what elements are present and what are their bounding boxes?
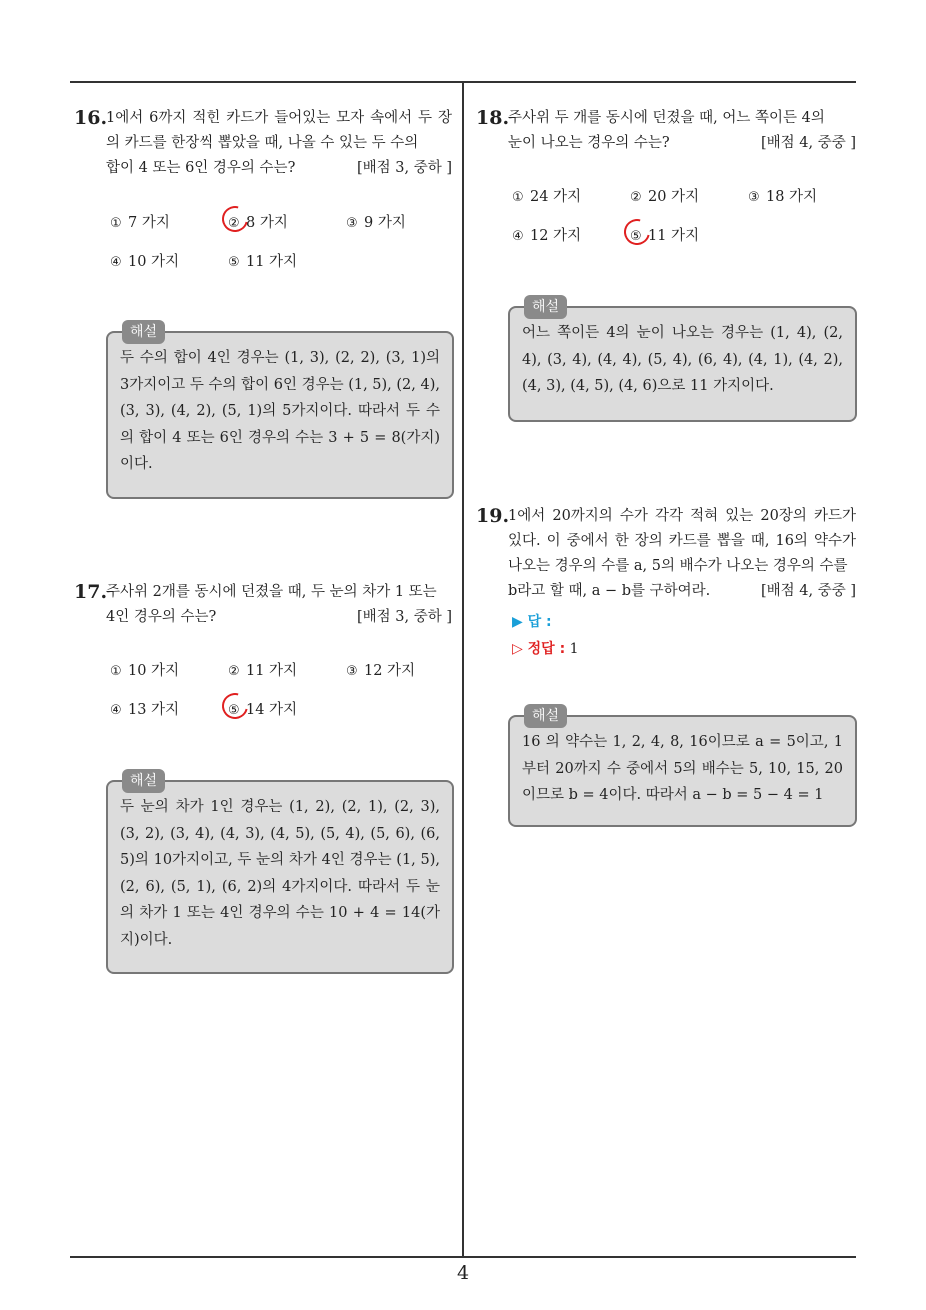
question-19 (476, 504, 856, 604)
answer-prompt: ▶ 답 : (512, 614, 552, 630)
explanation-box-18 (508, 299, 857, 422)
choice-5[interactable]: ⑤ 11 가지 (228, 254, 298, 270)
question-text-last: 4인 경우의 수는? (106, 609, 217, 625)
question-number: 16. (74, 107, 108, 129)
score-label: [배점 4, 중중 ] (760, 135, 856, 151)
choice-4[interactable]: ④ 10 가지 (110, 254, 180, 270)
explanation-box-16 (106, 324, 454, 499)
explanation-text: 어느 쪽이든 4의 눈이 나오는 경우는 (1, 4), (2, 4), (3, 4), (4, 4), (5, 4), (6, 4), (4, 1), (4, 2), (4, 3), (4, 5), (4, 6)으로 11 가지이다. (522, 325, 843, 394)
choice-2[interactable]: ② 8 가지 (228, 211, 346, 232)
explanation-label: 해설 (524, 704, 567, 728)
question-text-last: 눈이 나오는 경우의 수는? (508, 135, 670, 151)
choice-2[interactable]: ② 20 가지 (630, 189, 700, 205)
question-text: 주사위 2개를 동시에 던졌을 때, 두 눈의 차가 1 또는 (106, 584, 437, 600)
question-number: 17. (74, 581, 108, 603)
choice-5[interactable]: ⑤ 11 가지 (630, 224, 748, 245)
explanation-label: 해설 (524, 295, 567, 319)
choice-1[interactable]: ① 24 가지 (512, 189, 582, 205)
explanation-text: 두 수의 합이 4인 경우는 (1, 3), (2, 2), (3, 1)의 3가지이고 두 수의 합이 6인 경우는 (1, 5), (2, 4), (3, 3), (4, 2), (5, 1)의 5가지이다. 따라서 두 수의 합이 4 또는 6인 경우의 수는 3 + 5 = 8(가지)이다. (120, 350, 440, 472)
choices-18 (512, 176, 866, 254)
question-text: 1에서 6까지 적힌 카드가 들어있는 모자 속에서 두 장의 카드를 한장씩 뽑았을 때, 나올 수 있는 두 수의 (106, 110, 452, 151)
choice-1[interactable]: ① 10 가지 (110, 663, 180, 679)
question-number: 18. (476, 107, 510, 129)
score-label: [배점 3, 중하 ] (356, 160, 452, 176)
choices-17 (110, 650, 464, 728)
choice-4[interactable]: ④ 13 가지 (110, 702, 180, 718)
choice-2[interactable]: ② 11 가지 (228, 663, 298, 679)
explanation-label: 해설 (122, 320, 165, 344)
page-number: 4 (456, 1262, 470, 1284)
correct-answer (512, 638, 579, 658)
correct-answer-value: 1 (569, 641, 579, 657)
question-text: 주사위 두 개를 동시에 던졌을 때, 어느 쪽이든 4의 (508, 110, 825, 126)
question-18 (476, 106, 856, 156)
question-text-last: b라고 할 때, a − b를 구하여라. (508, 583, 711, 599)
question-17 (74, 580, 452, 630)
explanation-text: 두 눈의 차가 1인 경우는 (1, 2), (2, 1), (2, 3), (3, 2), (3, 4), (4, 3), (4, 5), (5, 4), (5, 6), (6, 5)의 10가지이고, 두 눈의 차가 4인 경우는 (1, 5), (2, 6), (5, 1), (6, 2)의 4가지이다. 따라서 두 눈의 차가 1 또는 4인 경우의 수는 10 + 4 = 14(가지)이다. (120, 799, 440, 948)
explanation-box-17 (106, 773, 454, 974)
choice-3[interactable]: ③ 12 가지 (346, 663, 416, 679)
choice-1[interactable]: ① 7 가지 (110, 215, 170, 231)
explanation-box-19 (508, 708, 857, 827)
explanation-label: 해설 (122, 769, 165, 793)
question-text: 1에서 20까지의 수가 각각 적혀 있는 20장의 카드가 있다. 이 중에서 한 장의 카드를 뽑을 때, 16의 약수가 나오는 경우의 수를 a, 5의 배수가 나오는 경우의 수를 (508, 508, 856, 574)
score-label: [배점 4, 중중 ] (760, 583, 856, 599)
score-label: [배점 3, 중하 ] (356, 609, 452, 625)
correct-answer-label: ▷ 정답 : (512, 641, 566, 657)
question-16 (74, 106, 452, 181)
choice-3[interactable]: ③ 9 가지 (346, 215, 406, 231)
explanation-text: 16 의 약수는 1, 2, 4, 8, 16이므로 a = 5이고, 1부터 20까지 수 중에서 5의 배수는 5, 10, 15, 20 이므로 b = 4이다. 따라서 a − b = 5 − 4 = 1 (522, 734, 843, 803)
choice-3[interactable]: ③ 18 가지 (748, 189, 818, 205)
choice-5[interactable]: ⑤ 14 가지 (228, 698, 346, 719)
question-number: 19. (476, 505, 510, 527)
question-text-last: 합이 4 또는 6인 경우의 수는? (106, 160, 296, 176)
bottom-rule (70, 1256, 856, 1258)
choice-4[interactable]: ④ 12 가지 (512, 228, 582, 244)
choices-16 (110, 202, 464, 280)
